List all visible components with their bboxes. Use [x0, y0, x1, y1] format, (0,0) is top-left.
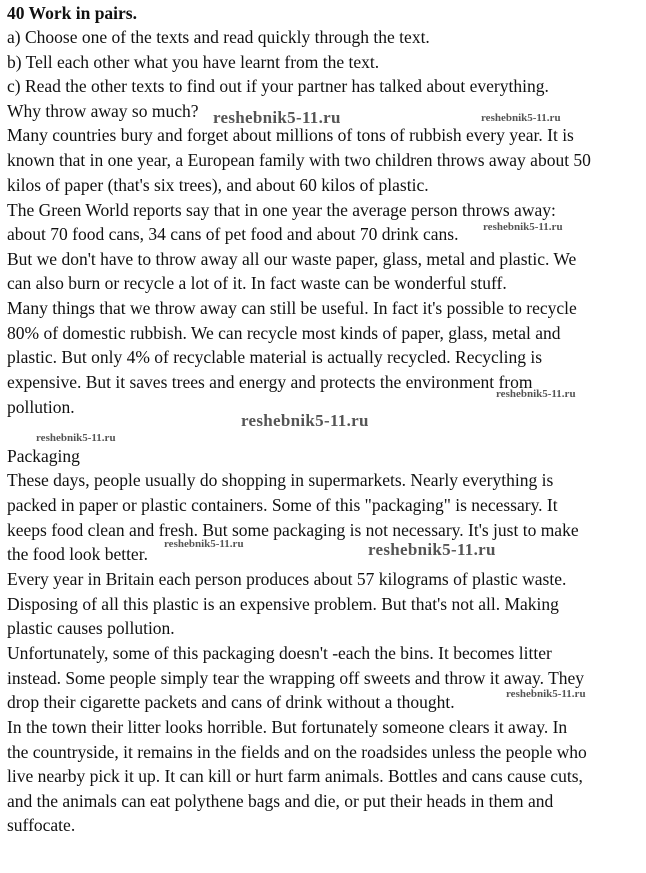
- text-line: about 70 food cans, 34 cans of pet food and about 70 drink cans.: [7, 224, 459, 244]
- text-line: expensive. But it saves trees and energy and protects the environment from: [7, 372, 533, 392]
- text-line: the food look better.: [7, 544, 148, 564]
- text-line: suffocate.: [7, 815, 76, 835]
- section-title-why-throw-away: Why throw away so much?: [7, 101, 199, 121]
- watermark: reshebnik5-11.ru: [483, 221, 563, 233]
- text-line: known that in one year, a European family with two children throws away about 50: [7, 150, 591, 170]
- watermark: reshebnik5-11.ru: [496, 388, 576, 400]
- watermark: reshebnik5-11.ru: [241, 411, 369, 430]
- watermark: reshebnik5-11.ru: [36, 432, 116, 444]
- text-line: and the animals can eat polythene bags and die, or put their heads in them and: [7, 791, 554, 811]
- text-line: packed in paper or plastic containers. Some of this "packaging" is necessary. It: [7, 495, 558, 515]
- instruction-a: a) Choose one of the texts and read quickly through the text.: [7, 27, 430, 47]
- text-line: keeps food clean and fresh. But some packaging is not necessary. It's just to make: [7, 520, 579, 540]
- text-line: Unfortunately, some of this packaging doesn't -each the bins. It becomes litter: [7, 643, 552, 663]
- text-line: Many countries bury and forget about millions of tons of rubbish every year. It is: [7, 125, 574, 145]
- watermark: reshebnik5-11.ru: [481, 112, 561, 124]
- watermark: reshebnik5-11.ru: [164, 538, 244, 550]
- watermark: reshebnik5-11.ru: [368, 540, 496, 559]
- exercise-heading: 40 Work in pairs.: [7, 3, 137, 23]
- instruction-c: c) Read the other texts to find out if your partner has talked about everything.: [7, 76, 549, 96]
- section-title-packaging: Packaging: [7, 446, 80, 466]
- text-line: can also burn or recycle a lot of it. In fact waste can be wonderful stuff.: [7, 273, 507, 293]
- watermark: reshebnik5-11.ru: [213, 108, 341, 127]
- watermark: reshebnik5-11.ru: [506, 688, 586, 700]
- text-line: plastic causes pollution.: [7, 618, 175, 638]
- text-line: live nearby pick it up. It can kill or hurt farm animals. Bottles and cans cause cuts,: [7, 766, 583, 786]
- text-line: kilos of paper (that's six trees), and about 60 kilos of plastic.: [7, 175, 429, 195]
- instruction-b: b) Tell each other what you have learnt from the text.: [7, 52, 380, 72]
- text-line: pollution.: [7, 397, 75, 417]
- text-line: Disposing of all this plastic is an expensive problem. But that's not all. Making: [7, 594, 559, 614]
- text-line: 80% of domestic rubbish. We can recycle most kinds of paper, glass, metal and: [7, 323, 561, 343]
- text-line: These days, people usually do shopping in supermarkets. Nearly everything is: [7, 470, 554, 490]
- text-line: The Green World reports say that in one year the average person throws away:: [7, 200, 556, 220]
- text-line: instead. Some people simply tear the wrapping off sweets and throw it away. They: [7, 668, 585, 688]
- text-line: But we don't have to throw away all our waste paper, glass, metal and plastic. We: [7, 249, 577, 269]
- text-line: Every year in Britain each person produces about 57 kilograms of plastic waste.: [7, 569, 567, 589]
- text-line: drop their cigarette packets and cans of drink without a thought.: [7, 692, 455, 712]
- text-line: the countryside, it remains in the fields and on the roadsides unless the people who: [7, 742, 587, 762]
- text-line: plastic. But only 4% of recyclable material is actually recycled. Recycling is: [7, 347, 543, 367]
- text-line: Many things that we throw away can still be useful. In fact it's possible to recycle: [7, 298, 577, 318]
- text-line: In the town their litter looks horrible. But fortunately someone clears it away. In: [7, 717, 568, 737]
